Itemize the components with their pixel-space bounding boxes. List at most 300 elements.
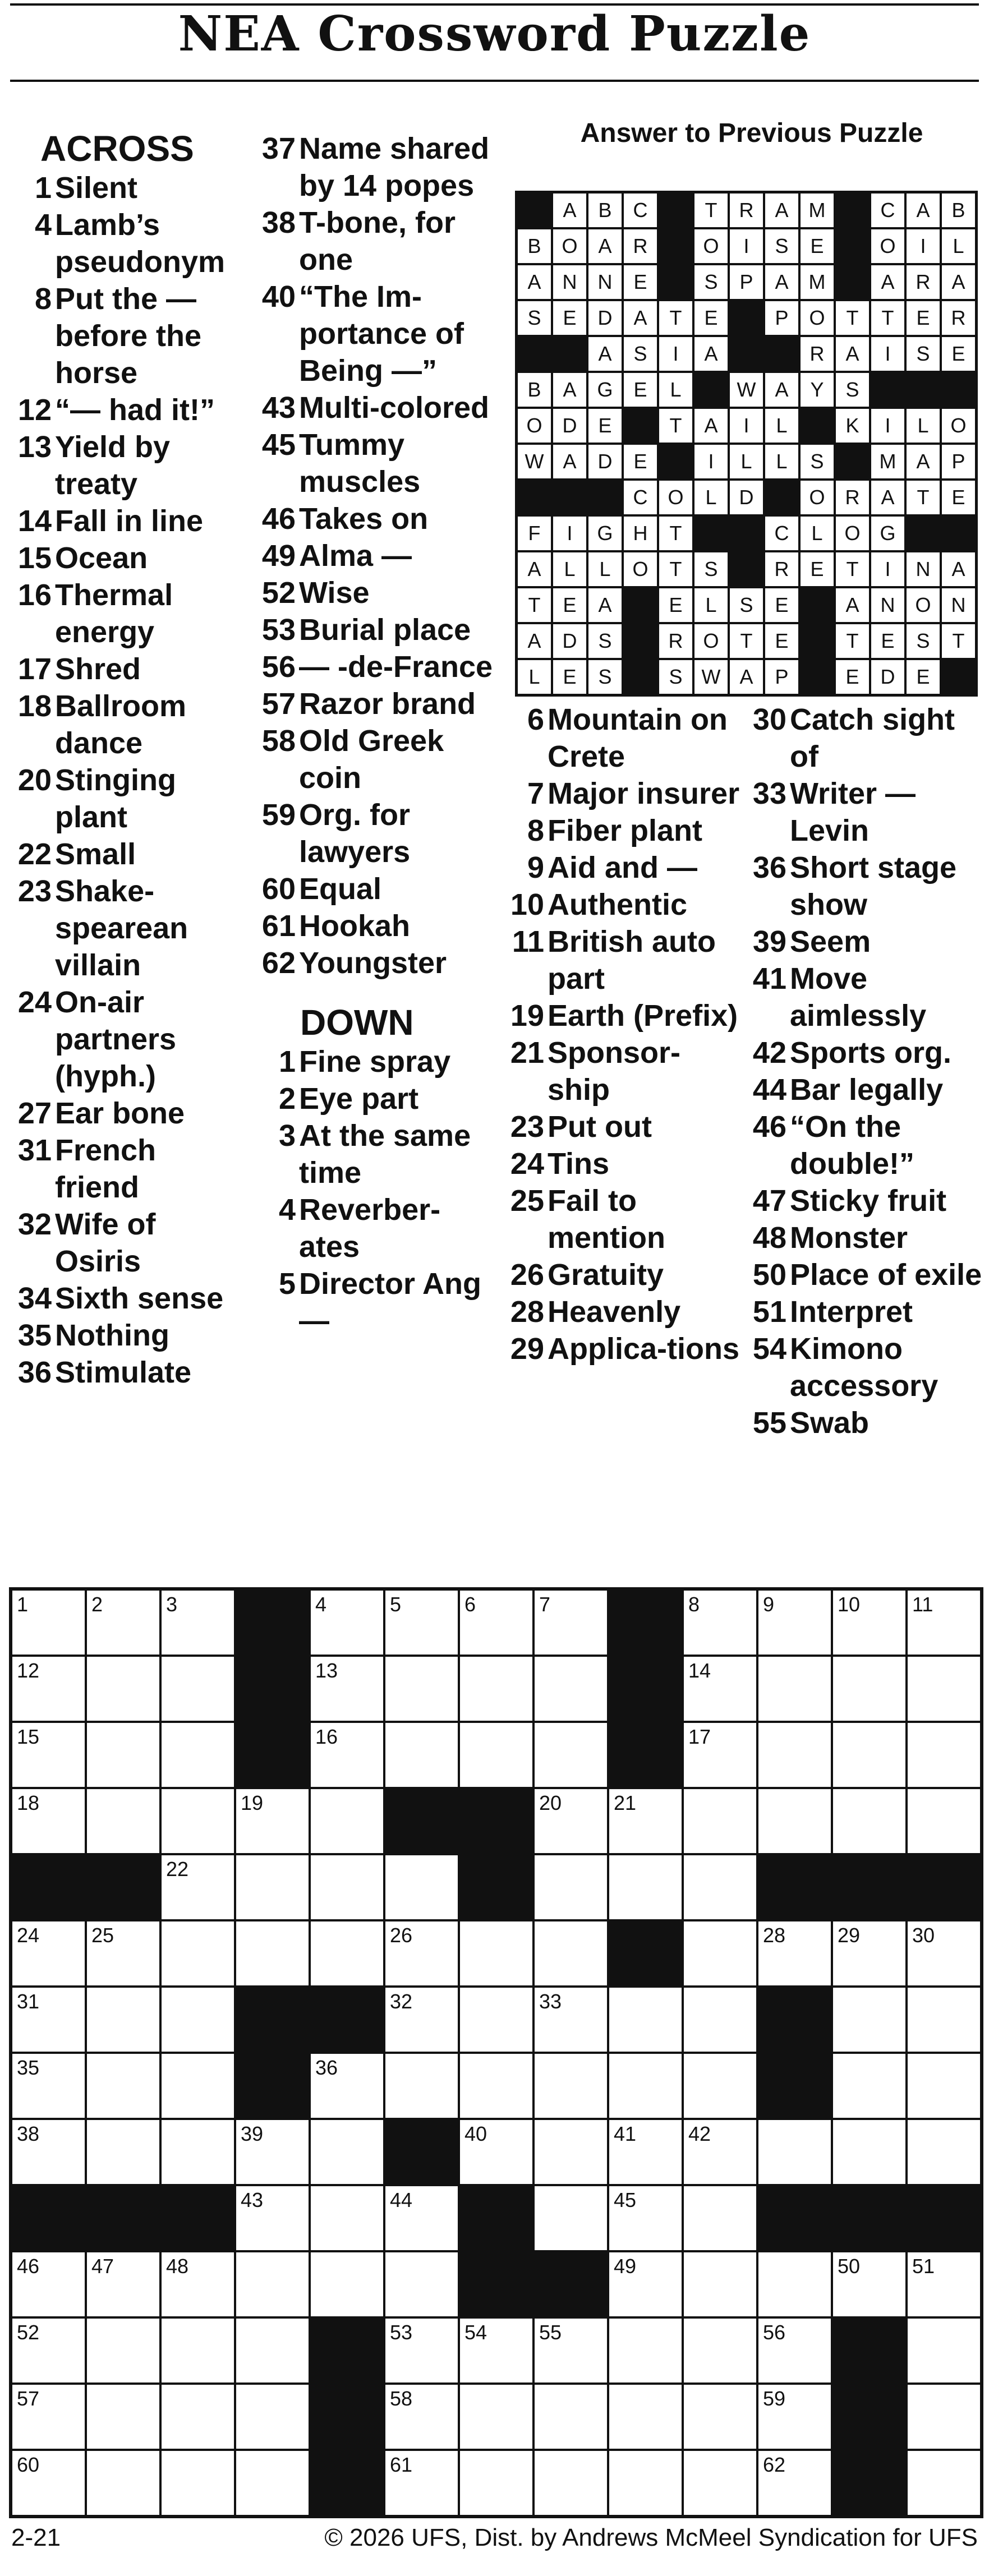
answer-cell: S: [658, 659, 693, 695]
grid-cell[interactable]: [310, 1589, 384, 1656]
clue-text: Equal: [299, 872, 382, 906]
clue-text: Director Ang —: [299, 1267, 482, 1338]
clue-text: Short stage show: [790, 851, 957, 921]
grid-cell[interactable]: [459, 2053, 533, 2119]
grid-cell[interactable]: [160, 2053, 235, 2119]
grid-cell[interactable]: [310, 1854, 384, 1920]
grid-cell[interactable]: [683, 1589, 757, 1656]
grid-cell[interactable]: [235, 2317, 310, 2384]
answer-cell: E: [941, 480, 976, 515]
grid-cell[interactable]: [235, 1854, 310, 1920]
answer-cell: [623, 623, 658, 659]
grid-cell[interactable]: [907, 1722, 981, 1788]
clue-text: Shred: [55, 652, 141, 686]
grid-cell[interactable]: [459, 2317, 533, 2384]
answer-cell: [870, 372, 905, 408]
grid-cell[interactable]: [384, 1656, 459, 1722]
clue-text: Alma —: [299, 539, 412, 573]
grid-cell[interactable]: [757, 1589, 832, 1656]
grid-cell[interactable]: [832, 1589, 907, 1656]
grid-cell[interactable]: [86, 1656, 160, 1722]
clue-number: 56: [261, 650, 296, 684]
grid-cell[interactable]: [608, 2053, 683, 2119]
grid-cell[interactable]: [160, 2384, 235, 2450]
grid-cell[interactable]: [683, 2317, 757, 2384]
cell-number: 35: [17, 2056, 40, 2079]
grid-cell[interactable]: [11, 2384, 86, 2450]
grid-cell[interactable]: [160, 1920, 235, 1987]
clue-number: 58: [261, 724, 296, 758]
clue-number: 27: [17, 1096, 52, 1130]
clue-number: 7: [527, 777, 544, 810]
down-clue-2: [250, 1080, 496, 1117]
grid-cell[interactable]: [683, 2251, 757, 2317]
down-clue-5: [250, 1265, 496, 1339]
clue-number: 22: [17, 837, 52, 871]
cell-number: 16: [315, 1725, 338, 1748]
grid-cell[interactable]: [310, 2185, 384, 2251]
answer-cell: [658, 228, 693, 264]
answer-cell: O: [658, 480, 693, 515]
grid-cell[interactable]: [757, 1920, 832, 1987]
answer-cell: [799, 408, 835, 444]
clue-number: 23: [510, 1110, 544, 1144]
down-clue-44: [740, 1071, 987, 1108]
grid-cell[interactable]: [533, 2384, 608, 2450]
clue-text: Burial place: [299, 613, 471, 647]
answer-cell: [835, 264, 870, 300]
answer-cell: [799, 587, 835, 623]
across-clue-58: [250, 722, 496, 796]
clue-number: 51: [752, 1295, 786, 1329]
answer-cell: S: [905, 623, 941, 659]
grid-block: [160, 2185, 235, 2251]
answer-cell: [835, 228, 870, 264]
grid-cell[interactable]: [11, 1656, 86, 1722]
down-clue-3: [250, 1117, 496, 1191]
cell-number: 14: [688, 1659, 711, 1682]
clue-number: 8: [527, 814, 544, 847]
answer-cell: C: [623, 480, 658, 515]
grid-cell[interactable]: [384, 1854, 459, 1920]
across-clue-45: [250, 426, 496, 500]
cell-number: 50: [838, 2255, 861, 2278]
grid-block: [907, 1854, 981, 1920]
grid-cell[interactable]: [160, 1656, 235, 1722]
answer-cell: T: [941, 623, 976, 659]
grid-cell[interactable]: [384, 2251, 459, 2317]
grid-cell[interactable]: [683, 2119, 757, 2185]
answer-cell: [905, 515, 941, 551]
answer-cell: A: [941, 264, 976, 300]
grid-block: [757, 2185, 832, 2251]
grid-cell[interactable]: [310, 2251, 384, 2317]
grid-cell[interactable]: [86, 2251, 160, 2317]
clue-number: 18: [17, 689, 52, 723]
grid-cell[interactable]: [384, 1589, 459, 1656]
answer-cell: R: [835, 480, 870, 515]
grid-cell[interactable]: [384, 2450, 459, 2516]
grid-cell[interactable]: [683, 2450, 757, 2516]
answer-cell: E: [870, 623, 905, 659]
grid-cell[interactable]: [907, 1920, 981, 1987]
grid-cell[interactable]: [757, 2317, 832, 2384]
grid-cell[interactable]: [235, 2119, 310, 2185]
answer-cell: I: [552, 515, 587, 551]
answer-cell: G: [587, 372, 623, 408]
grid-cell[interactable]: [683, 1656, 757, 1722]
down-clue-29: [499, 1330, 740, 1367]
grid-cell[interactable]: [160, 2450, 235, 2516]
answer-cell: T: [870, 300, 905, 336]
answer-cell: N: [870, 587, 905, 623]
clue-text: “— had it!”: [55, 393, 215, 427]
grid-cell[interactable]: [608, 2450, 683, 2516]
grid-cell[interactable]: [160, 1854, 235, 1920]
grid-cell[interactable]: [160, 2119, 235, 2185]
grid-cell[interactable]: [533, 1920, 608, 1987]
grid-cell[interactable]: [907, 2119, 981, 2185]
grid-cell[interactable]: [832, 1987, 907, 2053]
grid-cell[interactable]: [86, 1920, 160, 1987]
cell-number: 26: [390, 1924, 413, 1947]
grid-cell[interactable]: [533, 2450, 608, 2516]
cell-number: 43: [241, 2188, 264, 2211]
grid-cell[interactable]: [310, 1656, 384, 1722]
clue-text: Place of exile: [790, 1258, 982, 1292]
grid-block: [310, 2317, 384, 2384]
grid-block: [757, 2053, 832, 2119]
grid-cell[interactable]: [11, 1788, 86, 1854]
grid-cell[interactable]: [683, 1854, 757, 1920]
grid-cell[interactable]: [683, 1788, 757, 1854]
cell-number: 5: [390, 1593, 402, 1616]
grid-cell[interactable]: [86, 2119, 160, 2185]
answer-cell: E: [693, 300, 729, 336]
grid-cell[interactable]: [235, 2384, 310, 2450]
grid-cell[interactable]: [384, 1722, 459, 1788]
grid-cell[interactable]: [907, 2053, 981, 2119]
grid-cell[interactable]: [310, 2119, 384, 2185]
clue-number: 8: [34, 282, 52, 316]
grid-cell[interactable]: [310, 1788, 384, 1854]
grid-cell[interactable]: [235, 1920, 310, 1987]
grid-cell[interactable]: [384, 1920, 459, 1987]
grid-block: [608, 1920, 683, 1987]
clue-text: Wise: [299, 576, 370, 610]
grid-cell[interactable]: [459, 1920, 533, 1987]
grid-cell[interactable]: [235, 1788, 310, 1854]
grid-cell[interactable]: [11, 1920, 86, 1987]
grid-cell[interactable]: [757, 2384, 832, 2450]
grid-cell[interactable]: [832, 1656, 907, 1722]
clue-number: 42: [752, 1036, 786, 1070]
cell-number: 8: [688, 1593, 700, 1616]
clue-number: 16: [17, 578, 52, 612]
answer-cell: E: [623, 264, 658, 300]
clue-number: 1: [34, 171, 52, 205]
answer-cell: [729, 551, 764, 587]
grid-cell[interactable]: [459, 1589, 533, 1656]
answer-cell: C: [764, 515, 799, 551]
cell-number: 36: [315, 2056, 338, 2079]
across-clue-57: [250, 685, 496, 722]
answer-cell: [729, 300, 764, 336]
answer-cell: O: [552, 228, 587, 264]
grid-cell[interactable]: [86, 2053, 160, 2119]
grid-cell[interactable]: [11, 2450, 86, 2516]
cell-number: 58: [390, 2387, 413, 2410]
clue-number: 32: [17, 1208, 52, 1241]
clue-text: Stimulate: [55, 1356, 192, 1389]
answer-cell: A: [517, 623, 552, 659]
grid-cell[interactable]: [235, 2185, 310, 2251]
grid-cell[interactable]: [832, 2119, 907, 2185]
grid-cell[interactable]: [832, 1788, 907, 1854]
clue-text: On-air partners (hyph.): [55, 985, 177, 1093]
clue-text: Seem: [790, 925, 871, 958]
grid-cell[interactable]: [907, 2251, 981, 2317]
grid-cell[interactable]: [608, 2317, 683, 2384]
grid-cell[interactable]: [384, 2185, 459, 2251]
grid-cell[interactable]: [832, 1722, 907, 1788]
clue-number: 37: [261, 132, 296, 165]
grid-cell[interactable]: [160, 2251, 235, 2317]
answer-cell: [552, 480, 587, 515]
grid-cell[interactable]: [384, 2384, 459, 2450]
grid-cell[interactable]: [384, 1987, 459, 2053]
grid-cell[interactable]: [11, 1722, 86, 1788]
grid-cell[interactable]: [533, 2185, 608, 2251]
grid-cell[interactable]: [310, 1920, 384, 1987]
grid-cell[interactable]: [11, 2119, 86, 2185]
answer-cell: A: [693, 408, 729, 444]
down-clue-47: [740, 1182, 987, 1219]
answer-cell: D: [552, 408, 587, 444]
grid-cell[interactable]: [86, 1987, 160, 2053]
across-clue-40: [250, 278, 496, 389]
answer-cell: M: [799, 192, 835, 228]
grid-cell[interactable]: [11, 1987, 86, 2053]
grid-cell[interactable]: [832, 2251, 907, 2317]
grid-cell[interactable]: [310, 1722, 384, 1788]
grid-block: [310, 1987, 384, 2053]
clue-number: 9: [527, 851, 544, 884]
grid-block: [608, 1589, 683, 1656]
grid-cell[interactable]: [832, 1920, 907, 1987]
grid-cell[interactable]: [86, 2317, 160, 2384]
grid-cell[interactable]: [608, 2119, 683, 2185]
grid-cell[interactable]: [608, 1987, 683, 2053]
clue-text: Authentic: [548, 888, 687, 921]
answer-cell: S: [623, 336, 658, 372]
cell-number: 33: [539, 1990, 562, 2013]
clue-text: — -de-France: [299, 650, 493, 684]
grid-cell[interactable]: [86, 2384, 160, 2450]
grid-cell[interactable]: [757, 2251, 832, 2317]
grid-block: [310, 2384, 384, 2450]
clue-text: Interpret: [790, 1295, 913, 1329]
grid-cell[interactable]: [310, 2053, 384, 2119]
grid-cell[interactable]: [11, 2053, 86, 2119]
grid-cell[interactable]: [533, 2317, 608, 2384]
grid-cell[interactable]: [459, 1656, 533, 1722]
grid-cell[interactable]: [533, 1987, 608, 2053]
answer-cell: E: [552, 300, 587, 336]
clue-text: Catch sight of: [790, 703, 955, 773]
grid-cell[interactable]: [683, 1722, 757, 1788]
grid-cell[interactable]: [757, 1788, 832, 1854]
grid-cell[interactable]: [757, 2119, 832, 2185]
grid-cell[interactable]: [907, 2450, 981, 2516]
page-title: NEA Crossword Puzzle: [178, 5, 811, 62]
grid-cell[interactable]: [533, 1722, 608, 1788]
clue-text: Earth (Prefix): [548, 999, 738, 1033]
grid-cell[interactable]: [533, 1854, 608, 1920]
clue-number: 17: [17, 652, 52, 686]
clue-text: Shake-spearean villain: [55, 874, 188, 982]
answer-cell: L: [587, 551, 623, 587]
across-clue-32: [11, 1206, 241, 1280]
answer-cell: [658, 264, 693, 300]
grid-cell[interactable]: [533, 1656, 608, 1722]
clue-text: Move aimlessly: [790, 962, 927, 1033]
grid-cell[interactable]: [459, 2119, 533, 2185]
down-clue-48: [740, 1219, 987, 1256]
grid-cell[interactable]: [907, 1589, 981, 1656]
grid-cell[interactable]: [608, 2384, 683, 2450]
grid-block: [533, 2251, 608, 2317]
grid-cell[interactable]: [907, 2317, 981, 2384]
clue-number: 33: [752, 777, 786, 810]
grid-cell[interactable]: [384, 2317, 459, 2384]
grid-cell[interactable]: [533, 1589, 608, 1656]
grid-cell[interactable]: [907, 2384, 981, 2450]
answer-cell: T: [729, 623, 764, 659]
answer-cell: [623, 659, 658, 695]
grid-cell[interactable]: [608, 1854, 683, 1920]
grid-cell[interactable]: [160, 1589, 235, 1656]
cell-number: 60: [17, 2453, 40, 2476]
clue-number: 44: [752, 1073, 786, 1107]
clue-number: 54: [752, 1332, 786, 1366]
across-clue-12: [11, 391, 241, 428]
answer-cell: O: [693, 228, 729, 264]
across-clue-23: [11, 873, 241, 984]
grid-cell[interactable]: [683, 2185, 757, 2251]
clue-text: Ballroom dance: [55, 689, 187, 760]
grid-cell[interactable]: [86, 1589, 160, 1656]
clue-number: 30: [752, 703, 786, 736]
grid-cell[interactable]: [86, 1788, 160, 1854]
across-clue-53: [250, 611, 496, 648]
grid-cell[interactable]: [160, 1722, 235, 1788]
answer-cell: E: [764, 623, 799, 659]
grid-cell[interactable]: [160, 1788, 235, 1854]
grid-cell[interactable]: [459, 1722, 533, 1788]
grid-cell[interactable]: [907, 1788, 981, 1854]
grid-block: [235, 1656, 310, 1722]
grid-cell[interactable]: [11, 2317, 86, 2384]
answer-cell: Y: [799, 372, 835, 408]
grid-cell[interactable]: [757, 1722, 832, 1788]
answer-cell: A: [764, 264, 799, 300]
down-clue-1: [250, 1043, 496, 1080]
grid-cell[interactable]: [459, 1987, 533, 2053]
grid-block: [459, 2251, 533, 2317]
down-clue-41: [740, 960, 987, 1034]
answer-cell: C: [623, 192, 658, 228]
grid-cell[interactable]: [160, 2317, 235, 2384]
grid-cell[interactable]: [459, 2384, 533, 2450]
answer-cell: E: [905, 300, 941, 336]
footer-date: 2-21: [11, 2524, 61, 2551]
clue-number: 46: [752, 1110, 786, 1144]
answer-cell: O: [799, 480, 835, 515]
answer-cell: L: [941, 228, 976, 264]
clue-number: 25: [510, 1184, 544, 1218]
grid-cell[interactable]: [683, 1987, 757, 2053]
grid-cell[interactable]: [235, 2450, 310, 2516]
grid-cell[interactable]: [757, 1656, 832, 1722]
answer-cell: E: [764, 587, 799, 623]
grid-cell[interactable]: [832, 2053, 907, 2119]
grid-cell[interactable]: [459, 2450, 533, 2516]
answer-cell: N: [905, 551, 941, 587]
clue-text: Sticky fruit: [790, 1184, 947, 1218]
grid-cell[interactable]: [683, 2384, 757, 2450]
grid-cell[interactable]: [533, 1788, 608, 1854]
answer-cell: A: [587, 587, 623, 623]
answer-cell: A: [905, 444, 941, 480]
grid-cell[interactable]: [907, 1987, 981, 2053]
answer-cell: A: [517, 551, 552, 587]
grid-cell[interactable]: [907, 1656, 981, 1722]
grid-block: [11, 2185, 86, 2251]
answer-cell: S: [517, 300, 552, 336]
grid-block: [384, 1788, 459, 1854]
clue-text: Put out: [548, 1110, 652, 1144]
down-clue-6: [499, 701, 740, 775]
grid-cell[interactable]: [683, 1920, 757, 1987]
grid-cell[interactable]: [757, 2450, 832, 2516]
answer-cell: R: [764, 551, 799, 587]
answer-cell: A: [941, 551, 976, 587]
across-clue-38: [250, 204, 496, 278]
grid-block: [832, 2384, 907, 2450]
grid-cell[interactable]: [235, 2251, 310, 2317]
grid-cell[interactable]: [533, 2053, 608, 2119]
grid-cell[interactable]: [11, 2251, 86, 2317]
grid-cell[interactable]: [683, 2053, 757, 2119]
grid-cell[interactable]: [86, 2450, 160, 2516]
answer-cell: E: [658, 587, 693, 623]
grid-cell[interactable]: [608, 2251, 683, 2317]
answer-cell: W: [729, 372, 764, 408]
answer-cell: M: [870, 444, 905, 480]
grid-cell[interactable]: [384, 2053, 459, 2119]
clue-text: Sponsor-ship: [548, 1036, 680, 1107]
answer-cell: I: [905, 228, 941, 264]
grid-cell[interactable]: [160, 1987, 235, 2053]
down-clue-9: [499, 849, 740, 886]
grid-cell[interactable]: [533, 2119, 608, 2185]
grid-cell[interactable]: [86, 1722, 160, 1788]
grid-cell[interactable]: [11, 1589, 86, 1656]
grid-cell[interactable]: [608, 1788, 683, 1854]
clue-column-2: [250, 130, 496, 1339]
grid-cell[interactable]: [608, 2185, 683, 2251]
